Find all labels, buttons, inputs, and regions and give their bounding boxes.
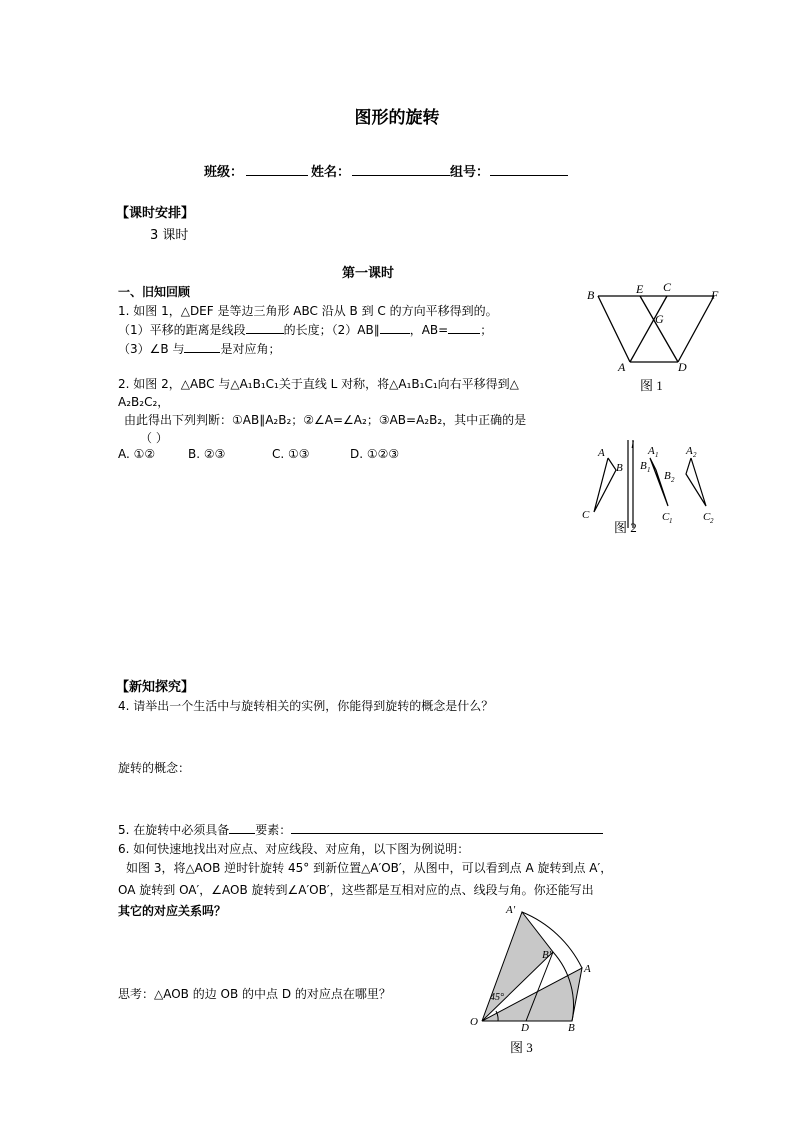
q4-text: 4. 请举出一个生活中与旋转相关的实例，你能得到旋转的概念是什么？ (118, 699, 494, 713)
q1-blank-3[interactable] (448, 321, 480, 334)
name-field[interactable] (352, 163, 450, 176)
schedule-text: 3 课时 (150, 228, 189, 243)
fig3-label-D: D (521, 1022, 529, 1032)
fig2-label-B1: B (640, 460, 647, 472)
q2-line1: 2. 如图 2，△ABC 与△A₁B₁C₁关于直线 L 对称，将△A₁B₁C₁向右平移得到△ (118, 377, 519, 391)
explore-heading: 【新知探究】 (116, 680, 195, 695)
q5-line (118, 821, 603, 838)
q5-blank-count[interactable] (229, 821, 255, 834)
q1-part1 (118, 321, 492, 338)
q1-text: 1. 如图 1，△DEF 是等边三角形 ABC 沿从 B 到 C 的方向平移得到的。 (118, 304, 498, 318)
fig3-label-B: B (568, 1022, 575, 1032)
q1-p3a: （3）∠B 与 (118, 342, 185, 356)
figure-3 (466, 902, 606, 1032)
figure-2 (576, 436, 726, 536)
fig2-label-B: B (616, 462, 623, 474)
q2-option-b: B. ②③ (188, 447, 226, 461)
think-text: 思考：△AOB 的边 OB 的中点 D 的对应点在哪里？ (118, 987, 391, 1001)
schedule-heading: 【课时安排】 (116, 206, 195, 221)
fig1-label-D: D (678, 360, 687, 374)
name-label: 姓名： (311, 165, 351, 180)
q6-line2: 如图 3，将△AOB 逆时针旋转 45° 到新位置△A′OB′，从图中，可以看到点 A 旋转到点 A′， (126, 861, 613, 875)
fig2-label-C2: C (703, 511, 711, 523)
figure-1-caption: 图 1 (640, 378, 663, 393)
q1-part3 (118, 340, 280, 357)
fig2-sub-A1: 1 (655, 451, 659, 459)
fig2-label-C: C (582, 509, 590, 521)
fig2-sub-C2: 2 (710, 517, 714, 525)
q1-blank-2[interactable] (380, 321, 410, 334)
page-title: 图形的旋转 (354, 108, 440, 128)
fig2-label-B2: B (664, 470, 671, 482)
fig3-label-Bprime: B′ (542, 949, 552, 961)
fig2-label-A2: A (686, 445, 693, 457)
fig1-label-A: A (618, 360, 626, 374)
q6-line3: OA 旋转到 OA′，∠AOB 旋转到∠A′OB′，这些都是互相对应的点、线段与角。你还能写出 (118, 883, 594, 897)
fig3-label-O: O (470, 1016, 478, 1028)
fig2-sub-B1: 1 (647, 466, 651, 474)
fig2-sub-B2: 2 (671, 476, 675, 484)
q1-p3b: 是对应角； (220, 342, 281, 356)
q1-blank-1[interactable] (246, 321, 284, 334)
q5-a: 5. 在旋转中必须具备 (118, 823, 230, 837)
q1-p1d: ； (480, 323, 493, 337)
q1-blank-4[interactable] (184, 340, 220, 353)
lesson-heading: 第一课时 (342, 266, 395, 281)
q1-p1b: 的长度；（2）AB∥ (283, 323, 380, 337)
fig1-label-F: F (711, 288, 719, 302)
q2-option-c: C. ①③ (272, 447, 310, 461)
fig2-sub-A2: 2 (693, 451, 697, 459)
fig2-label-C1: C (662, 511, 670, 523)
q5-b: 要素： (255, 823, 292, 837)
figure-2-caption: 图 2 (614, 520, 637, 535)
q1-p1a: （1）平移的距离是线段 (118, 323, 246, 337)
q5-blank-elements[interactable] (291, 821, 603, 834)
fig3-label-A: A (584, 963, 591, 975)
fig1-label-E: E (636, 282, 644, 296)
q2-option-d: D. ①②③ (350, 447, 400, 461)
fig1-label-B: B (587, 288, 595, 302)
review-heading: 一、旧知回顾 (118, 285, 191, 299)
group-label: 组号： (450, 165, 490, 180)
fig1-label-G: G (655, 312, 664, 326)
fig2-label-l: l (631, 439, 635, 451)
q2-line2: A₂B₂C₂， (118, 395, 170, 409)
q2-line3: 由此得出下列判断：①AB∥A₂B₂；②∠A=∠A₂；③AB=A₂B₂，其中正确的是 (124, 413, 527, 427)
q6-line1: 6. 如何快速地找出对应点、对应线段、对应角，以下图为例说明： (118, 842, 470, 856)
figure-3-caption: 图 3 (510, 1040, 533, 1055)
q2-option-a: A. ①② (118, 447, 156, 461)
q2-paren: （ ） (140, 431, 168, 445)
fig3-angle-label: 45° (490, 992, 504, 1003)
class-label: 班级： (204, 165, 244, 180)
q6-line4: 其它的对应关系吗？ (118, 904, 227, 918)
fig2-label-A1: A (648, 445, 655, 457)
fig2-sub-C1: 1 (669, 517, 673, 525)
class-field[interactable] (246, 163, 308, 176)
concept-label: 旋转的概念： (118, 761, 191, 775)
group-field[interactable] (490, 163, 568, 176)
fig3-label-Aprime: A′ (506, 904, 516, 916)
fig2-label-A: A (598, 447, 605, 459)
fig1-label-C: C (663, 280, 672, 294)
q1-p1c: ，AB= (409, 323, 449, 337)
